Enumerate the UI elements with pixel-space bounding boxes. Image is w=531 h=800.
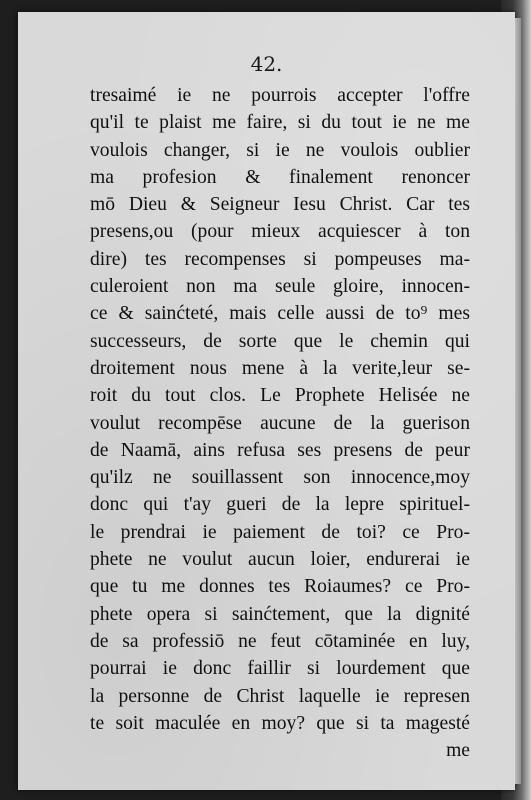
text-line: que tu me donnes tes Roiaumes? ce Pro- xyxy=(90,576,470,598)
text-line: te soit maculée en moy? que si ta magesté xyxy=(90,712,470,734)
text-line: voulois changer, si ie ne voulois oublier xyxy=(90,139,470,161)
text-line: de Naamā, ains refusa ses presens de peur xyxy=(90,439,470,461)
text-line: tresaimé ie ne pourrois accepter l'offre xyxy=(90,85,470,106)
catchword: me xyxy=(446,740,470,762)
text-line: pourrai ie donc faillir si lourdement que xyxy=(90,658,470,680)
text-line: la personne de Christ laquelle ie represen xyxy=(90,685,470,707)
text-line: roit du tout clos. Le Prophete Helisée ne xyxy=(90,385,470,407)
text-line: culeroient non ma seule gloire, innocen- xyxy=(90,276,470,298)
text-line: voulut recompēse aucune de la guerison xyxy=(90,412,470,434)
text-line: qu'il te plaist me faire, si du tout ie ne me xyxy=(90,112,470,134)
text-line: phete ne voulut aucun loier, endurerai ie xyxy=(90,549,470,571)
text-line: donc qui t'ay gueri de la lepre spirituel- xyxy=(90,494,470,516)
text-line: le prendrai ie paiement de toi? ce Pro- xyxy=(90,521,470,543)
page-number: 42. xyxy=(250,52,283,76)
text-line: de sa professiō ne feut cōtaminée en luy, xyxy=(90,630,470,652)
text-line: dire) tes recompenses si pompeuses ma- xyxy=(90,248,470,270)
text-line: ce & sainćteté, mais celle aussi de to⁹ mes xyxy=(90,303,470,325)
text-line: ma profesion & finalement renoncer xyxy=(90,166,470,188)
book-page xyxy=(18,12,515,790)
text-line: qu'ilz ne souillassent son innocence,moy xyxy=(90,467,470,489)
body-text xyxy=(90,82,470,764)
text-line: phete opera si sainćtement, que la dignité xyxy=(90,603,470,625)
text-line: successeurs, de sorte que le chemin qui xyxy=(90,330,470,352)
page-edge-shadow xyxy=(515,18,521,784)
text-line: presens,ou (pour mieux acquiescer à ton xyxy=(90,221,470,243)
text-line: mō Dieu & Seigneur Iesu Christ. Car tes xyxy=(90,194,470,216)
text-line: droitement nous mene à la verite,leur se- xyxy=(90,357,470,379)
